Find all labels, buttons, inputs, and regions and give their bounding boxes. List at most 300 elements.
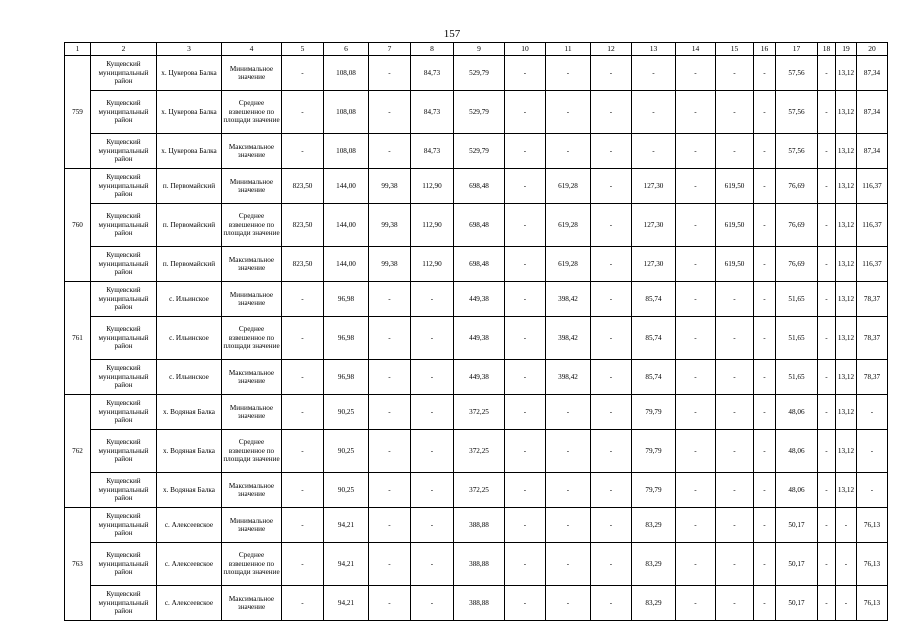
value-cell-col-20: 87,34: [857, 134, 888, 169]
value-cell-col-13: 79,79: [632, 430, 676, 473]
value-cell-col-16: -: [754, 56, 776, 91]
value-cell-col-12: -: [591, 473, 632, 508]
value-cell-col-14: -: [676, 586, 716, 621]
value-cell-col-13: 127,30: [632, 247, 676, 282]
value-cell-col-7: -: [369, 430, 411, 473]
value-cell-col-13: -: [632, 134, 676, 169]
value-cell-col-12: -: [591, 247, 632, 282]
locality-cell: х. Цукерова Балка: [157, 134, 222, 169]
column-header-7: 7: [369, 43, 411, 56]
value-kind-cell: Максимальное значение: [222, 134, 282, 169]
value-cell-col-8: 84,73: [411, 56, 454, 91]
value-cell-col-18: -: [818, 430, 836, 473]
value-cell-col-12: -: [591, 169, 632, 204]
value-cell-col-19: 13,12: [836, 169, 857, 204]
column-header-18: 18: [818, 43, 836, 56]
value-cell-col-15: -: [716, 395, 754, 430]
value-cell-col-8: -: [411, 543, 454, 586]
value-cell-col-8: 112,90: [411, 169, 454, 204]
value-cell-col-18: -: [818, 586, 836, 621]
value-cell-col-20: -: [857, 430, 888, 473]
value-cell-col-6: 90,25: [324, 395, 369, 430]
district-cell: Кущевский муниципальный район: [91, 247, 157, 282]
value-cell-col-5: 823,50: [282, 169, 324, 204]
value-cell-col-6: 90,25: [324, 430, 369, 473]
value-cell-col-18: -: [818, 317, 836, 360]
district-cell: Кущевский муниципальный район: [91, 360, 157, 395]
district-cell: Кущевский муниципальный район: [91, 56, 157, 91]
value-cell-col-8: -: [411, 317, 454, 360]
value-cell-col-18: -: [818, 134, 836, 169]
district-cell: Кущевский муниципальный район: [91, 430, 157, 473]
value-kind-cell: Среднее взвешенное по площади значение: [222, 91, 282, 134]
value-cell-col-20: 76,13: [857, 543, 888, 586]
value-cell-col-13: 79,79: [632, 395, 676, 430]
locality-cell: х. Цукерова Балка: [157, 91, 222, 134]
value-cell-col-12: -: [591, 543, 632, 586]
value-kind-cell: Минимальное значение: [222, 282, 282, 317]
value-cell-col-18: -: [818, 282, 836, 317]
value-cell-col-11: -: [546, 134, 591, 169]
value-cell-col-9: 388,88: [454, 543, 505, 586]
value-cell-col-15: 619,50: [716, 204, 754, 247]
value-cell-col-20: 116,37: [857, 169, 888, 204]
table-row: [65, 134, 888, 169]
value-cell-col-12: -: [591, 282, 632, 317]
value-cell-col-8: 112,90: [411, 247, 454, 282]
value-cell-col-16: -: [754, 360, 776, 395]
value-cell-col-20: 78,37: [857, 282, 888, 317]
table-row: [65, 586, 888, 621]
column-header-14: 14: [676, 43, 716, 56]
district-cell: Кущевский муниципальный район: [91, 204, 157, 247]
value-cell-col-18: -: [818, 508, 836, 543]
value-cell-col-13: 85,74: [632, 282, 676, 317]
value-kind-cell: Максимальное значение: [222, 247, 282, 282]
value-cell-col-14: -: [676, 473, 716, 508]
value-cell-col-9: 372,25: [454, 473, 505, 508]
value-cell-col-8: -: [411, 586, 454, 621]
column-header-19: 19: [836, 43, 857, 56]
value-cell-col-7: -: [369, 360, 411, 395]
value-cell-col-8: 84,73: [411, 91, 454, 134]
value-cell-col-14: -: [676, 169, 716, 204]
value-cell-col-17: 57,56: [776, 91, 818, 134]
value-cell-col-10: -: [505, 473, 546, 508]
value-cell-col-14: -: [676, 543, 716, 586]
value-cell-col-13: -: [632, 91, 676, 134]
value-cell-col-7: -: [369, 473, 411, 508]
table-row: [65, 395, 888, 430]
value-cell-col-8: -: [411, 395, 454, 430]
value-cell-col-20: -: [857, 395, 888, 430]
value-cell-col-16: -: [754, 317, 776, 360]
value-cell-col-10: -: [505, 317, 546, 360]
value-cell-col-10: -: [505, 56, 546, 91]
value-cell-col-18: -: [818, 395, 836, 430]
value-cell-col-17: 76,69: [776, 247, 818, 282]
value-cell-col-10: -: [505, 360, 546, 395]
value-cell-col-6: 94,21: [324, 508, 369, 543]
value-cell-col-17: 57,56: [776, 134, 818, 169]
value-cell-col-14: -: [676, 395, 716, 430]
value-cell-col-10: -: [505, 247, 546, 282]
value-cell-col-5: -: [282, 508, 324, 543]
value-cell-col-20: 87,34: [857, 91, 888, 134]
value-cell-col-14: -: [676, 430, 716, 473]
value-kind-cell: Минимальное значение: [222, 56, 282, 91]
value-cell-col-10: -: [505, 282, 546, 317]
value-cell-col-14: -: [676, 134, 716, 169]
value-cell-col-9: 698,48: [454, 169, 505, 204]
value-cell-col-20: 87,34: [857, 56, 888, 91]
value-cell-col-8: -: [411, 473, 454, 508]
value-cell-col-19: 13,12: [836, 282, 857, 317]
value-cell-col-15: -: [716, 543, 754, 586]
value-cell-col-16: -: [754, 134, 776, 169]
value-cell-col-10: -: [505, 508, 546, 543]
value-cell-col-17: 76,69: [776, 204, 818, 247]
locality-cell: с. Алексеевское: [157, 543, 222, 586]
value-kind-cell: Среднее взвешенное по площади значение: [222, 317, 282, 360]
value-cell-col-15: -: [716, 360, 754, 395]
value-cell-col-6: 96,98: [324, 282, 369, 317]
table-row: [65, 204, 888, 247]
value-kind-cell: Минимальное значение: [222, 395, 282, 430]
value-cell-col-20: -: [857, 473, 888, 508]
column-header-15: 15: [716, 43, 754, 56]
value-cell-col-10: -: [505, 543, 546, 586]
column-header-10: 10: [505, 43, 546, 56]
value-cell-col-20: 76,13: [857, 508, 888, 543]
table-row: [65, 317, 888, 360]
district-cell: Кущевский муниципальный район: [91, 91, 157, 134]
value-cell-col-6: 94,21: [324, 586, 369, 621]
value-cell-col-9: 529,79: [454, 91, 505, 134]
value-cell-col-17: 48,06: [776, 395, 818, 430]
district-cell: Кущевский муниципальный район: [91, 134, 157, 169]
value-cell-col-13: 127,30: [632, 204, 676, 247]
value-cell-col-9: 372,25: [454, 430, 505, 473]
table-row: [65, 430, 888, 473]
value-cell-col-13: 127,30: [632, 169, 676, 204]
value-cell-col-16: -: [754, 247, 776, 282]
value-cell-col-9: 449,38: [454, 282, 505, 317]
value-cell-col-12: -: [591, 360, 632, 395]
value-cell-col-15: -: [716, 56, 754, 91]
value-cell-col-15: 619,50: [716, 247, 754, 282]
value-cell-col-11: 398,42: [546, 317, 591, 360]
value-cell-col-10: -: [505, 430, 546, 473]
value-cell-col-11: 398,42: [546, 360, 591, 395]
district-cell: Кущевский муниципальный район: [91, 395, 157, 430]
value-cell-col-5: -: [282, 360, 324, 395]
table-row: [65, 169, 888, 204]
value-cell-col-10: -: [505, 204, 546, 247]
row-number-cell: 759: [65, 56, 91, 169]
table-row: [65, 247, 888, 282]
value-cell-col-9: 388,88: [454, 508, 505, 543]
value-cell-col-16: -: [754, 282, 776, 317]
value-cell-col-16: -: [754, 473, 776, 508]
value-cell-col-12: -: [591, 317, 632, 360]
table-row: [65, 473, 888, 508]
value-cell-col-9: 698,48: [454, 204, 505, 247]
value-cell-col-16: -: [754, 586, 776, 621]
value-cell-col-14: -: [676, 204, 716, 247]
value-cell-col-6: 108,08: [324, 56, 369, 91]
value-cell-col-10: -: [505, 169, 546, 204]
table-body: [65, 56, 888, 621]
value-cell-col-18: -: [818, 204, 836, 247]
value-kind-cell: Среднее взвешенное по площади значение: [222, 204, 282, 247]
value-cell-col-5: 823,50: [282, 247, 324, 282]
district-cell: Кущевский муниципальный район: [91, 282, 157, 317]
value-cell-col-18: -: [818, 91, 836, 134]
value-cell-col-9: 449,38: [454, 360, 505, 395]
value-cell-col-5: -: [282, 543, 324, 586]
value-cell-col-19: -: [836, 508, 857, 543]
value-cell-col-19: -: [836, 586, 857, 621]
value-cell-col-15: -: [716, 430, 754, 473]
value-cell-col-9: 388,88: [454, 586, 505, 621]
value-cell-col-20: 116,37: [857, 247, 888, 282]
value-cell-col-20: 76,13: [857, 586, 888, 621]
value-cell-col-5: -: [282, 586, 324, 621]
value-cell-col-16: -: [754, 508, 776, 543]
column-header-5: 5: [282, 43, 324, 56]
value-cell-col-14: -: [676, 247, 716, 282]
column-header-13: 13: [632, 43, 676, 56]
district-cell: Кущевский муниципальный район: [91, 473, 157, 508]
table-row: [65, 508, 888, 543]
value-cell-col-15: -: [716, 508, 754, 543]
value-cell-col-16: -: [754, 543, 776, 586]
locality-cell: х. Водяная Балка: [157, 430, 222, 473]
value-cell-col-16: -: [754, 91, 776, 134]
value-cell-col-13: -: [632, 56, 676, 91]
value-cell-col-7: -: [369, 395, 411, 430]
value-cell-col-6: 90,25: [324, 473, 369, 508]
column-header-4: 4: [222, 43, 282, 56]
value-cell-col-9: 529,79: [454, 134, 505, 169]
column-header-11: 11: [546, 43, 591, 56]
value-cell-col-13: 83,29: [632, 543, 676, 586]
value-cell-col-11: 619,28: [546, 247, 591, 282]
table-row: [65, 91, 888, 134]
value-cell-col-7: -: [369, 134, 411, 169]
value-cell-col-8: -: [411, 282, 454, 317]
column-header-1: 1: [65, 43, 91, 56]
value-cell-col-7: -: [369, 282, 411, 317]
value-cell-col-6: 96,98: [324, 360, 369, 395]
locality-cell: х. Цукерова Балка: [157, 56, 222, 91]
value-cell-col-7: -: [369, 586, 411, 621]
district-cell: Кущевский муниципальный район: [91, 169, 157, 204]
value-cell-col-8: -: [411, 430, 454, 473]
value-cell-col-17: 50,17: [776, 508, 818, 543]
locality-cell: с. Ильинское: [157, 360, 222, 395]
value-cell-col-6: 144,00: [324, 169, 369, 204]
value-cell-col-11: -: [546, 508, 591, 543]
value-cell-col-19: 13,12: [836, 430, 857, 473]
value-cell-col-5: -: [282, 473, 324, 508]
column-header-6: 6: [324, 43, 369, 56]
value-cell-col-19: 13,12: [836, 473, 857, 508]
table-row: [65, 543, 888, 586]
value-kind-cell: Среднее взвешенное по площади значение: [222, 430, 282, 473]
value-cell-col-15: -: [716, 317, 754, 360]
column-header-3: 3: [157, 43, 222, 56]
value-cell-col-6: 96,98: [324, 317, 369, 360]
value-cell-col-7: -: [369, 56, 411, 91]
value-cell-col-20: 78,37: [857, 317, 888, 360]
value-cell-col-13: 83,29: [632, 508, 676, 543]
value-cell-col-14: -: [676, 360, 716, 395]
column-header-2: 2: [91, 43, 157, 56]
value-cell-col-19: 13,12: [836, 204, 857, 247]
value-cell-col-11: -: [546, 473, 591, 508]
value-cell-col-7: -: [369, 91, 411, 134]
value-cell-col-17: 48,06: [776, 473, 818, 508]
value-cell-col-15: -: [716, 473, 754, 508]
column-header-16: 16: [754, 43, 776, 56]
value-cell-col-17: 57,56: [776, 56, 818, 91]
value-cell-col-9: 698,48: [454, 247, 505, 282]
value-cell-col-14: -: [676, 282, 716, 317]
value-cell-col-14: -: [676, 56, 716, 91]
value-cell-col-20: 116,37: [857, 204, 888, 247]
row-number-cell: 762: [65, 395, 91, 508]
value-cell-col-11: -: [546, 430, 591, 473]
row-number-cell: 760: [65, 169, 91, 282]
value-cell-col-9: 372,25: [454, 395, 505, 430]
value-cell-col-19: 13,12: [836, 247, 857, 282]
value-cell-col-6: 108,08: [324, 134, 369, 169]
value-cell-col-7: -: [369, 508, 411, 543]
column-header-20: 20: [857, 43, 888, 56]
locality-cell: х. Водяная Балка: [157, 473, 222, 508]
value-cell-col-7: 99,38: [369, 204, 411, 247]
value-cell-col-9: 529,79: [454, 56, 505, 91]
value-cell-col-16: -: [754, 395, 776, 430]
value-cell-col-5: -: [282, 91, 324, 134]
value-cell-col-12: -: [591, 91, 632, 134]
value-cell-col-11: -: [546, 395, 591, 430]
value-cell-col-6: 108,08: [324, 91, 369, 134]
value-cell-col-11: -: [546, 56, 591, 91]
row-number-cell: 761: [65, 282, 91, 395]
value-cell-col-8: -: [411, 508, 454, 543]
value-cell-col-8: 84,73: [411, 134, 454, 169]
value-cell-col-10: -: [505, 395, 546, 430]
value-cell-col-8: -: [411, 360, 454, 395]
value-cell-col-10: -: [505, 134, 546, 169]
column-header-12: 12: [591, 43, 632, 56]
value-cell-col-6: 144,00: [324, 247, 369, 282]
column-header-9: 9: [454, 43, 505, 56]
value-cell-col-12: -: [591, 56, 632, 91]
value-cell-col-12: -: [591, 508, 632, 543]
value-cell-col-18: -: [818, 56, 836, 91]
value-cell-col-18: -: [818, 247, 836, 282]
value-cell-col-11: 398,42: [546, 282, 591, 317]
value-cell-col-11: 619,28: [546, 169, 591, 204]
value-kind-cell: Максимальное значение: [222, 586, 282, 621]
value-cell-col-11: -: [546, 586, 591, 621]
page-number: 157: [443, 28, 461, 40]
value-cell-col-19: -: [836, 543, 857, 586]
value-cell-col-19: 13,12: [836, 317, 857, 360]
value-kind-cell: Максимальное значение: [222, 473, 282, 508]
locality-cell: п. Первомайский: [157, 169, 222, 204]
value-cell-col-18: -: [818, 543, 836, 586]
table-row: [65, 360, 888, 395]
locality-cell: п. Первомайский: [157, 247, 222, 282]
value-cell-col-5: -: [282, 430, 324, 473]
value-cell-col-20: 78,37: [857, 360, 888, 395]
value-cell-col-5: 823,50: [282, 204, 324, 247]
table-row: [65, 56, 888, 91]
value-cell-col-19: 13,12: [836, 360, 857, 395]
value-cell-col-18: -: [818, 360, 836, 395]
value-cell-col-19: 13,12: [836, 134, 857, 169]
value-cell-col-11: -: [546, 543, 591, 586]
value-cell-col-8: 112,90: [411, 204, 454, 247]
value-cell-col-16: -: [754, 204, 776, 247]
locality-cell: с. Алексеевское: [157, 508, 222, 543]
value-cell-col-17: 51,65: [776, 360, 818, 395]
district-cell: Кущевский муниципальный район: [91, 586, 157, 621]
value-cell-col-15: -: [716, 91, 754, 134]
value-cell-col-5: -: [282, 134, 324, 169]
value-kind-cell: Среднее взвешенное по площади значение: [222, 543, 282, 586]
value-cell-col-5: -: [282, 56, 324, 91]
value-cell-col-10: -: [505, 91, 546, 134]
value-cell-col-5: -: [282, 282, 324, 317]
value-cell-col-14: -: [676, 508, 716, 543]
value-cell-col-11: -: [546, 91, 591, 134]
value-kind-cell: Минимальное значение: [222, 508, 282, 543]
district-cell: Кущевский муниципальный район: [91, 543, 157, 586]
value-cell-col-6: 144,00: [324, 204, 369, 247]
value-cell-col-17: 50,17: [776, 543, 818, 586]
value-cell-col-14: -: [676, 91, 716, 134]
locality-cell: с. Алексеевское: [157, 586, 222, 621]
value-cell-col-19: 13,12: [836, 56, 857, 91]
value-cell-col-13: 83,29: [632, 586, 676, 621]
district-cell: Кущевский муниципальный район: [91, 508, 157, 543]
value-cell-col-19: 13,12: [836, 395, 857, 430]
value-cell-col-7: 99,38: [369, 169, 411, 204]
value-cell-col-10: -: [505, 586, 546, 621]
locality-cell: с. Ильинское: [157, 317, 222, 360]
table-row: [65, 282, 888, 317]
value-cell-col-5: -: [282, 317, 324, 360]
value-kind-cell: Максимальное значение: [222, 360, 282, 395]
locality-cell: п. Первомайский: [157, 204, 222, 247]
column-header-8: 8: [411, 43, 454, 56]
value-cell-col-6: 94,21: [324, 543, 369, 586]
value-cell-col-12: -: [591, 395, 632, 430]
locality-cell: с. Ильинское: [157, 282, 222, 317]
value-cell-col-18: -: [818, 169, 836, 204]
row-number-cell: 763: [65, 508, 91, 621]
value-cell-col-5: -: [282, 395, 324, 430]
locality-cell: х. Водяная Балка: [157, 395, 222, 430]
value-cell-col-19: 13,12: [836, 91, 857, 134]
value-cell-col-18: -: [818, 473, 836, 508]
